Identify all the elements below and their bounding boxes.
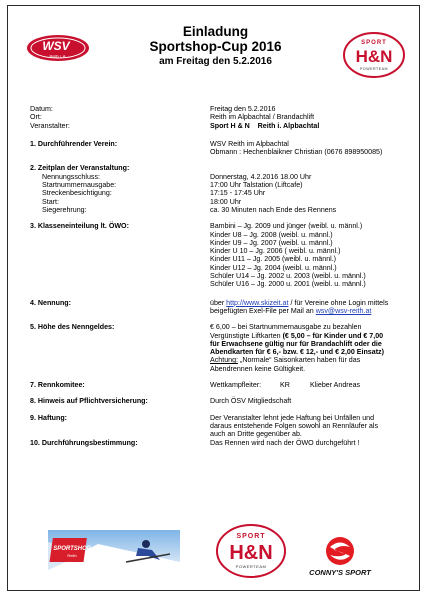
title-block: [108, 24, 323, 67]
section-insurance: 8. Hinweis auf Pflichtversicherung: Durch ÖSV Mitgliedschaft: [30, 397, 292, 406]
class-item: Schüler U16 – Jg. 2000 u. 2001 (weibl. u. männl.): [210, 280, 366, 289]
class-item: Kinder U12 – Jg. 2004 (weibl. u. männl.): [210, 263, 337, 272]
title-line-1: Einladung: [182, 24, 249, 39]
invitation-page: [7, 5, 420, 591]
svg-text:CONNY'S SPORT: CONNY'S SPORT: [309, 568, 371, 577]
hn-logo-bottom: [216, 524, 286, 579]
section-committee: 7. Rennkomitee: Wettkampfleiter: KR Klieber Andreas: [30, 381, 361, 390]
content: Datum: Freitag den 5.2.2016 Ort: Reith im Alpbachtal / Brandachlift Veranstalter: Sport H & N Reith i. Alpbachtal 1. Durchführender Verein: WSV Reith im Alpbachtal Obmann : Hechenblaikner Christian (0676 898950085) 2. Zeitplan der Veranstaltung: Nennungsschluss: Donnerstag, 4.2.2016 18.00 Uhr Startnummernausgabe: 17:00 Uhr Talstation (Liftcafe) Streckenbesichtigung: 17:15 - 17:45 Uhr Start: 18:00 Uhr Siegerehrung: ca. 30 Minuten nach Ende des Rennens 3. Klasseneinteilung lt. ÖWO: Bambini – Jg. 2009 und jünger (weibl. u. männl.) Kinder U8 – Jg. 2008 (weibl. u. männl.) Kinder U9 – Jg. 2007 (weibl. u. männl.) Kinder U 10 – Jg. 2006 ( weibl. u. männl.) Kinder U11 – Jg. 2005 (weibl. u. männl.) Kinder U12 – Jg. 2004 (weibl. u. männl.) Schüler U14 – Jg. 2002 u. 2003 (weibl. u. männl.) Schüler U16 – Jg. 2000 u. 2001 (weibl. u. männl.) 4. Nennung: über http://www.skizeit.at / für Vereine ohne Login mittels beigefügten Exel-File per Mail an wsv@wsv-reith.at 5. Höhe des Nenngeldes: € 6,00 – bei Startnummernausgabe zu bezahlen Vergünstigte Liftkarten (€ 5,00 – für Kinder und € 7,00 für Erwachsene gültig nur für Brandachlift oder die Abendkarten für € 6,- bzw. € 12,- und € 2,00 Einsatz) Achtung: „Normale“ Saisonkarten haben für das Abendrennen keine Gültigkeit. 7. Rennkomitee: Wettkampfleiter: KR Klieber Andreas 8. Hinweis auf Pflichtversicherung: Durch ÖSV Mitgliedschaft 9. Haftung: Der Veranstalter lehnt jede Haftung bei Unfällen und daraus entstehende Folgen sowohl an Rennläufer als auch an Dritte gegenüber ab. 10. Durchführungsbestimmung: Das Rennen wird nach der ÖWO durchgeführt !: [30, 105, 410, 447]
section-classes: 3. Klasseneinteilung lt. ÖWO: Bambini – Jg. 2009 und jünger (weibl. u. männl.): [30, 222, 410, 230]
svg-text:SPORTSHOP: SPORTSHOP: [53, 546, 91, 552]
schedule-row: Siegerehrung: ca. 30 Minuten nach Ende des Rennens: [42, 205, 337, 214]
svg-text:WSV: WSV: [42, 39, 70, 53]
section-registration: 4. Nennung: über http://www.skizeit.at / für Vereine ohne Login mittels: [30, 298, 389, 307]
schedule-row: Streckenbesichtigung: 17:15 - 17:45 Uhr: [42, 189, 266, 198]
svg-text:SPORT: SPORT: [236, 533, 266, 540]
svg-text:POWERTEAM: POWERTEAM: [360, 67, 388, 71]
class-item: Schüler U14 – Jg. 2002 u. 2003 (weibl. u. männl.): [210, 272, 366, 281]
info-row-date: Datum: Freitag den 5.2.2016: [30, 105, 276, 113]
section-fee: 5. Höhe des Nenngeldes: € 6,00 – bei Startnummernausgabe zu bezahlen: [30, 323, 362, 332]
svg-text:POWERTEAM: POWERTEAM: [235, 564, 267, 569]
class-item: Kinder U8 – Jg. 2008 (weibl. u. männl.): [210, 230, 333, 239]
section-club: 1. Durchführender Verein: WSV Reith im Alpbachtal: [30, 139, 289, 148]
schedule-row: Start: 18:00 Uhr: [42, 197, 242, 206]
email-link[interactable]: wsv@wsv-reith.at: [315, 306, 372, 315]
class-item: Bambini – Jg. 2009 und jünger (weibl. u. männl.): [210, 222, 363, 231]
header: [8, 6, 419, 82]
hn-logo-top: [343, 32, 405, 78]
svg-text:SPORT: SPORT: [361, 40, 387, 46]
class-item: Kinder U11 – Jg. 2005 (weibl. u. männl.): [210, 255, 337, 264]
class-item: Kinder U9 – Jg. 2007 (weibl. u. männl.): [210, 238, 333, 247]
class-item: Kinder U 10 – Jg. 2006 ( weibl. u. männl.): [210, 247, 341, 256]
sponsor-footer: [8, 524, 419, 590]
title-line-2: Sportshop-Cup 2016: [149, 39, 282, 55]
schedule-row: Nennungsschluss: Donnerstag, 4.2.2016 18.00 Uhr: [42, 172, 312, 181]
svg-text:H&N: H&N: [355, 47, 393, 66]
section-regulations: 10. Durchführungsbestimmung: Das Rennen wird nach der ÖWO durchgeführt !: [30, 438, 360, 447]
section-schedule-title: 2. Zeitplan der Veranstaltung:: [30, 164, 130, 173]
title-date: am Freitag den 5.2.2016: [159, 56, 272, 68]
svg-text:Reith: Reith: [67, 553, 77, 558]
skizeit-link[interactable]: http://www.skizeit.at: [226, 298, 289, 307]
connys-sport-logo: [304, 534, 376, 580]
info-row-organizer: Veranstalter: Sport H & N Reith i. Alpbachtal: [30, 121, 320, 130]
sportshop-reith-logo: [48, 530, 180, 570]
section-liability: 9. Haftung: Der Veranstalter lehnt jede Haftung bei Unfällen und: [30, 413, 375, 422]
svg-text:Reith i. A.: Reith i. A.: [49, 53, 67, 59]
info-row-location: Ort: Reith im Alpbachtal / Brandachlift: [30, 113, 315, 122]
wsv-logo: [26, 34, 90, 62]
svg-text:H&N: H&N: [229, 542, 273, 564]
schedule-row: Startnummernausgabe: 17:00 Uhr Talstation (Liftcafe): [42, 181, 303, 190]
